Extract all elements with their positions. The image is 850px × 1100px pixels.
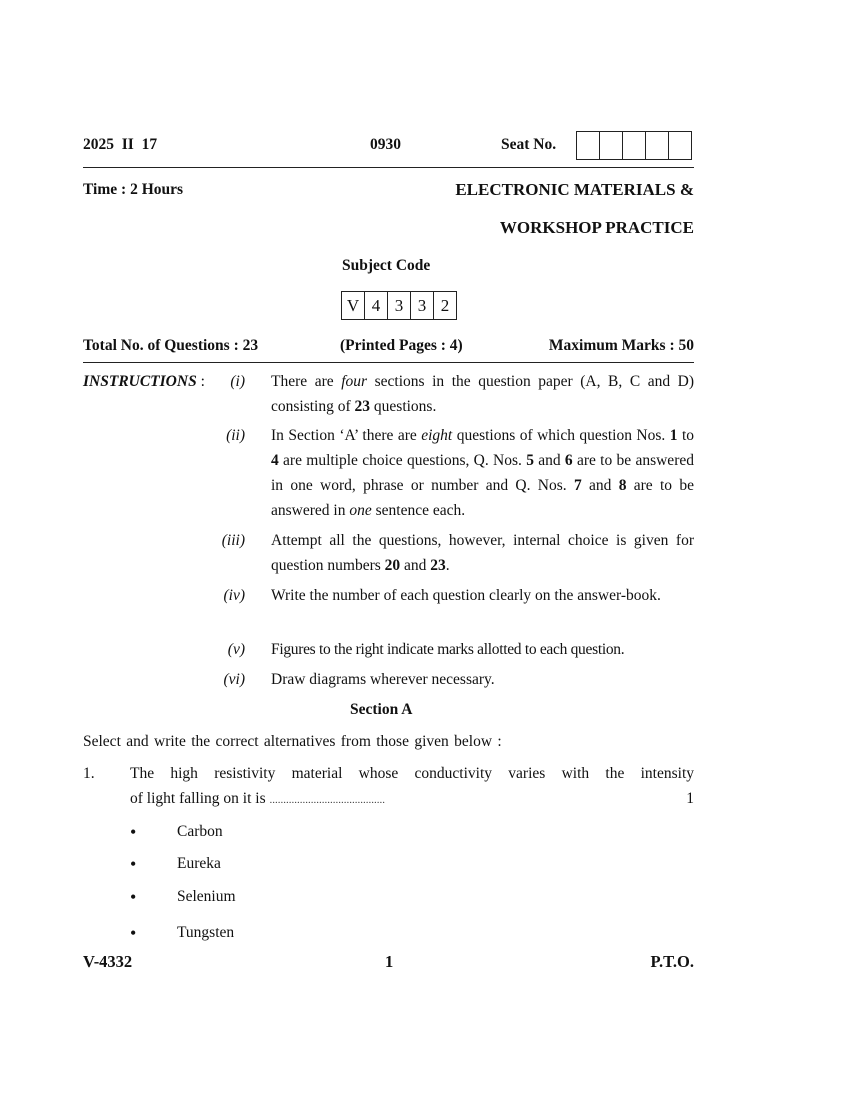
- question-text-line1: The high resistivity material whose conductivity varies with the intensity: [130, 765, 694, 782]
- bullet-icon: •: [130, 854, 137, 874]
- paper-code: 2025 II 17: [83, 136, 158, 153]
- paper-number: 0930: [370, 136, 401, 153]
- instruction-item: Draw diagrams wherever necessary.: [271, 671, 495, 688]
- code-char: 2: [433, 292, 456, 319]
- question-number: 1.: [83, 765, 95, 782]
- bullet-icon: •: [130, 822, 137, 842]
- printed-pages: (Printed Pages : 4): [340, 337, 463, 354]
- divider: [83, 167, 694, 168]
- code-char: 4: [364, 292, 387, 319]
- instruction-number: (i): [230, 373, 245, 390]
- section-title: Section A: [350, 701, 413, 718]
- instruction-number: (iii): [221, 532, 245, 549]
- subject-title-line1: ELECTRONIC MATERIALS &: [455, 180, 694, 199]
- answer-blank: ..........................................: [269, 794, 385, 806]
- maximum-marks: Maximum Marks : 50: [548, 337, 694, 354]
- bullet-icon: •: [130, 887, 137, 907]
- instruction-item: Figures to the right indicate marks allotted to each question.: [271, 641, 625, 658]
- instruction-item: In Section ‘A’ there are eight questions of which question Nos. 1 to 4 are multiple choice questions, Q. Nos. 5 and 6 are to be answered in one word, phrase or number and Q. Nos. 7 and 8 are to be answered in one sentence each.: [271, 427, 694, 519]
- instruction-item: Attempt all the questions, however, internal choice is given for question numbers 20 and 23.: [271, 532, 694, 574]
- instruction-number: (v): [227, 641, 245, 658]
- instruction-number: (vi): [223, 671, 245, 688]
- instruction-item: Write the number of each question clearly on the answer-book.: [271, 587, 661, 604]
- code-char: 3: [387, 292, 410, 319]
- divider: [83, 362, 694, 363]
- total-questions: Total No. of Questions : 23: [83, 337, 259, 354]
- question-marks: 1: [686, 790, 694, 807]
- footer-code: V-4332: [83, 952, 133, 971]
- pto-label: P.T.O.: [650, 952, 694, 971]
- question-text-line2: of light falling on it is ..........................................: [130, 790, 385, 807]
- code-char: 3: [410, 292, 433, 319]
- page-number: 1: [385, 952, 394, 971]
- subject-code-boxes: [341, 291, 457, 320]
- bullet-icon: •: [130, 923, 137, 943]
- instruction-item: There are four sections in the question paper (A, B, C and D) consisting of 23 questions.: [271, 373, 695, 415]
- subject-title-line2: WORKSHOP PRACTICE: [499, 218, 694, 237]
- time-duration: Time : 2 Hours: [83, 181, 184, 198]
- subject-code-label: Subject Code: [342, 257, 431, 274]
- seat-label: Seat No.: [501, 136, 557, 153]
- instruction-number: (ii): [226, 427, 245, 444]
- seat-number-boxes[interactable]: [576, 131, 692, 160]
- code-char: V: [346, 296, 360, 315]
- instructions-heading: INSTRUCTIONS :: [83, 373, 209, 390]
- instruction-number: (iv): [223, 587, 245, 604]
- section-intro: Select and write the correct alternatives from those given below :: [83, 733, 502, 750]
